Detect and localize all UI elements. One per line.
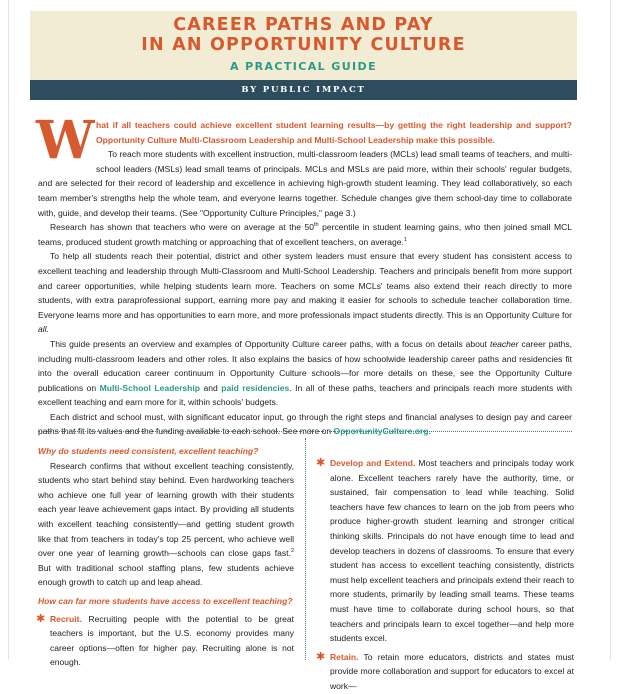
intro-p3-text: To help all students reach their potential, district and other system leaders must ensure that every student has consistent access to excellent teaching and leadership through Multi-Classroom and Multi-School Leadership. Teachers and principals benefit from more support and career opportunities, while helping students learn more. Teachers on some MCLs' teams also extend their reach directly to more students, with extra paraprofessional support, earning more pay and making it easier for schools to schedule teacher collaboration time. Everyone learns more and has opportunities to earn more, and more professionals impact students directly. This is an Opportunity Culture for <box>38 251 572 320</box>
bullet-retain-text: To retain more educators, districts and states must provide more collaboration and support for educators to excel at work— <box>330 651 574 691</box>
intro-p4-text-b: career paths, including multi-classroom leaders and other roles. It also explains the basics of how schoolwide leadership career paths and residencies fit into the overall education career continuum in Opportunity Culture schools—for more details on these, see the Opportunity Culture publications on <box>38 338 573 393</box>
bullet-recruit <box>38 612 294 670</box>
bullet-develop-extend <box>318 456 574 646</box>
left-body-paragraph <box>38 459 294 590</box>
bullet-develop-text: Most teachers and principals today work alone. Excellent teachers rarely have the authority, time, or sustained, fair compensation to lead while teaching. Solid teachers have few chances to learn on the job from peers who produce higher-growth student learning and stronger critical thinking skills. Principals do not have enough time to lead and develop teachers in dozens of classrooms. To ensure that every student has access to excellent teaching consistently, districts must help excellent teachers and principals extend their reach to more students, primarily by leading small teams. These teams must have time to collaborate during school hours, so that teachers and principals learn to excel together—and help more students excel. <box>330 458 574 644</box>
title-line-2: IN AN OPPORTUNITY CULTURE <box>141 35 466 55</box>
page-subtitle: A PRACTICAL GUIDE <box>230 60 377 73</box>
intro-p4-text-a: This guide presents an overview and examples of Opportunity Culture career paths, with a focus on details about <box>50 338 488 349</box>
column-divider <box>305 438 306 660</box>
title-line-1: CAREER PATHS AND PAY <box>173 15 434 35</box>
left-body-text-a: Research confirms that without excellent teaching consistently, students who start behind stay behind. Even hardworking teachers who achieve one full year of learning growth with their students each year leave achievement gaps intact. By providing all students with excellent teaching consistently—and getting student growth like that from teachers in today's top 25 percent, who achieve well over one year of learning growth—schools can close gaps fast. <box>38 460 294 559</box>
heading-why-consistent-teaching: Why do students need consistent, excellent teaching? <box>38 446 259 456</box>
asterisk-bullet-icon: ✱ <box>316 457 326 469</box>
intro-section <box>36 110 573 439</box>
asterisk-bullet-icon: ✱ <box>316 650 326 663</box>
section-divider <box>38 431 572 432</box>
right-column <box>318 456 574 694</box>
bullet-recruit-text: Recruiting people with the potential to be great teachers is important, but the U.S. economy provides many career options—often for higher pay. Recruiting alone is not enough. <box>50 613 294 668</box>
opportunity-culture-link[interactable]: OpportunityCulture.org <box>333 426 429 437</box>
asterisk-bullet-icon: ✱ <box>36 612 46 625</box>
intro-p4-text-c: . In all of these paths, teachers and principals reach more students with excellent teaching and earn more for it, within schools' budgets. <box>38 382 572 408</box>
intro-p2-text-a: Research has shown that teachers who were on average at the 50 <box>50 222 315 233</box>
intro-paragraph-1 <box>36 110 572 220</box>
bullet-retain-label: Retain. <box>330 651 359 662</box>
intro-paragraph-4 <box>38 337 572 410</box>
bullet-recruit-label: Recruit. <box>50 613 82 624</box>
bullet-develop-label: Develop and Extend. <box>330 458 416 468</box>
intro-p5-text-a: Each district and school must, with significant educator input, go through the right steps and financial analyses to design pay and career paths that fit its values and the funding available to each school. See more on <box>38 411 572 437</box>
intro-paragraph-2 <box>38 220 572 249</box>
intro-p4-and: and <box>203 382 218 393</box>
drop-cap: W <box>36 110 95 171</box>
left-body-text-b: But with traditional school staffing plans, few students achieve enough growth to catch up and leap ahead. <box>38 562 294 588</box>
intro-p5-text-b: . <box>428 426 431 437</box>
multi-school-leadership-link[interactable]: Multi-School Leadership <box>99 382 200 393</box>
paid-residencies-link[interactable]: paid residencies <box>221 382 290 393</box>
footnote-ref-1: 1 <box>403 236 407 243</box>
left-column <box>38 444 294 670</box>
intro-p2-sup: th <box>314 222 319 229</box>
footnote-ref-2: 2 <box>290 548 294 555</box>
bullet-retain <box>318 650 574 694</box>
intro-paragraph-3 <box>38 249 572 337</box>
intro-paragraph-5 <box>38 410 572 439</box>
intro-p3-emphasis: all. <box>38 324 49 335</box>
page-title <box>30 15 577 55</box>
intro-p4-emphasis: teacher <box>490 338 519 349</box>
byline-bar: BY PUBLIC IMPACT <box>30 80 577 100</box>
intro-body-1: To reach more students with excellent instruction, multi-classroom leaders (MCLs) lead small teams of teachers, and multi-school leaders (MSLs) lead small teams of principals. MCLs and MSLs are paid more, within their schools' regular budgets, and are selected for their record of leadership and excellence in achieving high-growth student learning. They lead collaboratively, so each team member's strengths help the whole team, and everyone learns together. Schedule changes give them school-day time to collaborate with, guide, and develop their teams. (See "Opportunity Culture Principles," page 3.) <box>38 149 572 218</box>
intro-p2-text-b: percentile in student learning gains, who then joined small MCL teams, produced student growth matching or approaching that of excellent teachers, on average. <box>38 222 572 247</box>
intro-lead: hat if all teachers could achieve excellent student learning results—by getting the right leadership and support? Opportunity Culture Multi-Classroom Leadership and Multi-School Leadership make this possible. <box>96 120 572 145</box>
heading-how-more-students: How can far more students have access to excellent teaching? <box>38 595 293 606</box>
